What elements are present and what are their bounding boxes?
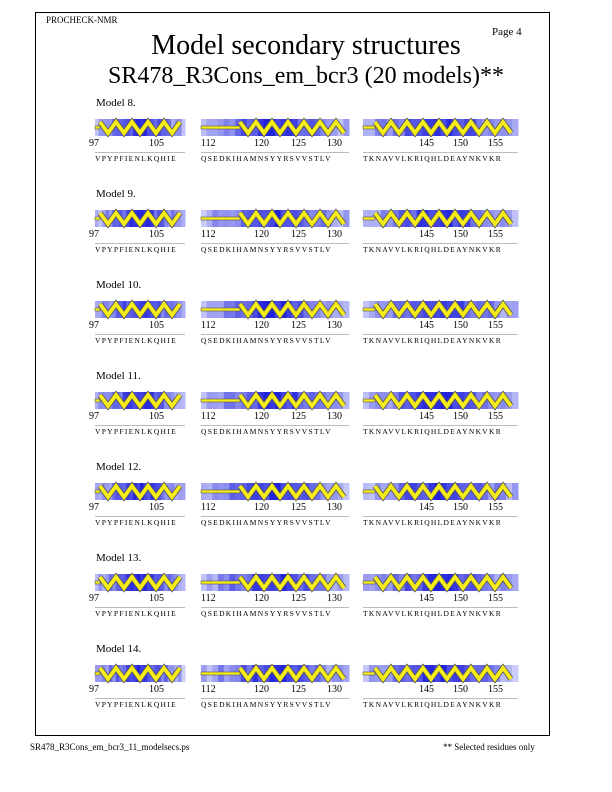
sequence-rule xyxy=(201,152,349,153)
residue-tick-label: 97 xyxy=(89,593,99,604)
coil-line xyxy=(363,308,375,311)
residue-sequence: QSEDKIHAMNSYYRSVVSTLV xyxy=(201,427,332,436)
residue-tick-label: 112 xyxy=(201,229,216,240)
residue-sequence: VPYPFIENLKQHIE xyxy=(95,427,177,436)
footer-filename: SR478_R3Cons_em_bcr3_11_modelsecs.ps xyxy=(30,742,190,752)
secondary-structure-strip xyxy=(95,210,185,227)
residue-tick-label: 145 xyxy=(419,593,434,604)
sequence-rule xyxy=(201,243,349,244)
residue-tick-label: 150 xyxy=(453,320,468,331)
residue-tick-label: 155 xyxy=(488,593,503,604)
residue-tick-label: 150 xyxy=(453,229,468,240)
residue-tick-label: 150 xyxy=(453,411,468,422)
sequence-rule xyxy=(95,152,185,153)
sequence-rule xyxy=(201,334,349,335)
residue-tick-label: 145 xyxy=(419,320,434,331)
residue-tick-label: 97 xyxy=(89,320,99,331)
model-label: Model 9. xyxy=(96,188,136,200)
secondary-structure-strip xyxy=(201,392,349,409)
residue-tick-label: 130 xyxy=(327,502,342,513)
sequence-rule xyxy=(95,607,185,608)
secondary-structure-strip xyxy=(201,210,349,227)
secondary-structure-strip xyxy=(363,665,518,682)
secondary-structure-strip xyxy=(201,301,349,318)
residue-sequence: QSEDKIHAMNSYYRSVVSTLV xyxy=(201,609,332,618)
shade-cell xyxy=(512,665,518,682)
sequence-rule xyxy=(363,516,518,517)
residue-sequence: VPYPFIENLKQHIE xyxy=(95,609,177,618)
residue-tick-label: 130 xyxy=(327,320,342,331)
coil-line xyxy=(363,490,375,493)
residue-tick-label: 130 xyxy=(327,138,342,149)
coil-line xyxy=(201,672,240,675)
model-label: Model 11. xyxy=(96,370,141,382)
residue-tick-label: 155 xyxy=(488,684,503,695)
shade-cell xyxy=(343,119,349,136)
shade-cell xyxy=(182,210,186,227)
residue-tick-label: 97 xyxy=(89,502,99,513)
sequence-rule xyxy=(201,425,349,426)
residue-tick-label: 112 xyxy=(201,593,216,604)
residue-tick-label: 130 xyxy=(327,411,342,422)
shade-cell xyxy=(182,119,186,136)
coil-line xyxy=(95,308,100,311)
residue-tick-label: 145 xyxy=(419,138,434,149)
residue-sequence: QSEDKIHAMNSYYRSVVSTLV xyxy=(201,154,332,163)
coil-line xyxy=(201,126,240,129)
residue-sequence: QSEDKIHAMNSYYRSVVSTLV xyxy=(201,518,332,527)
residue-tick-label: 155 xyxy=(488,138,503,149)
secondary-structure-strip xyxy=(363,392,518,409)
residue-tick-label: 105 xyxy=(149,411,164,422)
secondary-structure-strip xyxy=(201,665,349,682)
sequence-rule xyxy=(95,425,185,426)
residue-tick-label: 130 xyxy=(327,684,342,695)
secondary-structure-strip xyxy=(95,301,185,318)
coil-line xyxy=(201,308,240,311)
residue-tick-label: 155 xyxy=(488,320,503,331)
residue-tick-label: 125 xyxy=(291,229,306,240)
secondary-structure-strip xyxy=(95,483,185,500)
residue-tick-label: 112 xyxy=(201,320,216,331)
residue-sequence: VPYPFIENLKQHIE xyxy=(95,700,177,709)
residue-tick-label: 125 xyxy=(291,593,306,604)
residue-tick-label: 120 xyxy=(254,502,269,513)
shade-cell xyxy=(512,392,518,409)
residue-tick-label: 125 xyxy=(291,138,306,149)
coil-line xyxy=(201,490,240,493)
residue-tick-label: 120 xyxy=(254,684,269,695)
residue-tick-label: 112 xyxy=(201,411,216,422)
coil-line xyxy=(95,490,100,493)
sequence-rule xyxy=(95,243,185,244)
residue-tick-label: 105 xyxy=(149,684,164,695)
residue-tick-label: 130 xyxy=(327,593,342,604)
coil-line xyxy=(95,672,100,675)
coil-line xyxy=(95,217,100,220)
secondary-structure-strip xyxy=(201,483,349,500)
page-title: Model secondary structures xyxy=(151,30,461,61)
secondary-structure-strip xyxy=(95,392,185,409)
shade-cell xyxy=(512,483,518,500)
residue-sequence: VPYPFIENLKQHIE xyxy=(95,336,177,345)
coil-line xyxy=(95,399,100,402)
coil-line xyxy=(95,581,100,584)
residue-sequence: VPYPFIENLKQHIE xyxy=(95,518,177,527)
residue-tick-label: 145 xyxy=(419,411,434,422)
sequence-rule xyxy=(363,334,518,335)
coil-line xyxy=(363,672,375,675)
secondary-structure-strip xyxy=(95,574,185,591)
sequence-rule xyxy=(95,516,185,517)
secondary-structure-strip xyxy=(201,574,349,591)
coil-line xyxy=(201,399,240,402)
secondary-structure-strip xyxy=(363,301,518,318)
page-subtitle: SR478_R3Cons_em_bcr3 (20 models)** xyxy=(108,63,504,89)
residue-sequence: QSEDKIHAMNSYYRSVVSTLV xyxy=(201,700,332,709)
footer-note: ** Selected residues only xyxy=(443,742,535,752)
residue-tick-label: 150 xyxy=(453,684,468,695)
residue-tick-label: 97 xyxy=(89,229,99,240)
residue-tick-label: 150 xyxy=(453,502,468,513)
secondary-structure-strip xyxy=(95,119,185,136)
coil-line xyxy=(363,217,375,220)
shade-cell xyxy=(343,301,349,318)
program-name: PROCHECK-NMR xyxy=(46,15,118,25)
coil-line xyxy=(95,126,100,129)
shade-cell xyxy=(512,574,518,591)
residue-tick-label: 145 xyxy=(419,684,434,695)
residue-tick-label: 97 xyxy=(89,684,99,695)
residue-tick-label: 105 xyxy=(149,229,164,240)
residue-tick-label: 97 xyxy=(89,138,99,149)
residue-sequence: QSEDKIHAMNSYYRSVVSTLV xyxy=(201,336,332,345)
coil-line xyxy=(201,581,240,584)
coil-line xyxy=(363,126,375,129)
residue-tick-label: 150 xyxy=(453,593,468,604)
secondary-structure-strip xyxy=(363,210,518,227)
shade-cell xyxy=(343,210,349,227)
residue-tick-label: 145 xyxy=(419,502,434,513)
shade-cell xyxy=(182,483,186,500)
model-label: Model 14. xyxy=(96,643,142,655)
residue-tick-label: 120 xyxy=(254,320,269,331)
coil-line xyxy=(201,217,240,220)
residue-sequence: VPYPFIENLKQHIE xyxy=(95,154,177,163)
residue-sequence: QSEDKIHAMNSYYRSVVSTLV xyxy=(201,245,332,254)
secondary-structure-strip xyxy=(363,119,518,136)
residue-tick-label: 120 xyxy=(254,138,269,149)
residue-sequence: VPYPFIENLKQHIE xyxy=(95,245,177,254)
model-label: Model 8. xyxy=(96,97,136,109)
residue-sequence: TKNAVVLKRIQHLDEAYNKVKR xyxy=(363,245,503,254)
residue-tick-label: 105 xyxy=(149,502,164,513)
residue-tick-label: 155 xyxy=(488,229,503,240)
residue-tick-label: 120 xyxy=(254,229,269,240)
secondary-structure-strip xyxy=(363,574,518,591)
sequence-rule xyxy=(363,243,518,244)
secondary-structure-strip xyxy=(201,119,349,136)
shade-cell xyxy=(343,665,349,682)
shade-cell xyxy=(182,574,186,591)
sequence-rule xyxy=(95,698,185,699)
shade-cell xyxy=(182,665,186,682)
shade-cell xyxy=(343,392,349,409)
residue-tick-label: 105 xyxy=(149,593,164,604)
shade-cell xyxy=(182,301,186,318)
residue-tick-label: 112 xyxy=(201,138,216,149)
residue-sequence: TKNAVVLKRIQHLDEAYNKVKR xyxy=(363,154,503,163)
model-label: Model 12. xyxy=(96,461,142,473)
secondary-structure-strip xyxy=(95,665,185,682)
sequence-rule xyxy=(201,607,349,608)
residue-tick-label: 155 xyxy=(488,502,503,513)
sequence-rule xyxy=(201,698,349,699)
residue-tick-label: 145 xyxy=(419,229,434,240)
shade-cell xyxy=(512,210,518,227)
sequence-rule xyxy=(363,698,518,699)
residue-sequence: TKNAVVLKRIQHLDEAYNKVKR xyxy=(363,609,503,618)
residue-tick-label: 105 xyxy=(149,320,164,331)
residue-sequence: TKNAVVLKRIQHLDEAYNKVKR xyxy=(363,700,503,709)
residue-tick-label: 125 xyxy=(291,502,306,513)
residue-tick-label: 125 xyxy=(291,411,306,422)
residue-tick-label: 120 xyxy=(254,411,269,422)
shade-cell xyxy=(512,119,518,136)
residue-sequence: TKNAVVLKRIQHLDEAYNKVKR xyxy=(363,336,503,345)
sequence-rule xyxy=(363,152,518,153)
sequence-rule xyxy=(95,334,185,335)
shade-cell xyxy=(343,483,349,500)
shade-cell xyxy=(512,301,518,318)
secondary-structure-strip xyxy=(363,483,518,500)
model-label: Model 13. xyxy=(96,552,142,564)
residue-tick-label: 155 xyxy=(488,411,503,422)
shade-cell xyxy=(343,574,349,591)
residue-tick-label: 125 xyxy=(291,684,306,695)
residue-tick-label: 105 xyxy=(149,138,164,149)
residue-tick-label: 130 xyxy=(327,229,342,240)
residue-tick-label: 150 xyxy=(453,138,468,149)
sequence-rule xyxy=(201,516,349,517)
residue-tick-label: 112 xyxy=(201,502,216,513)
model-label: Model 10. xyxy=(96,279,142,291)
residue-sequence: TKNAVVLKRIQHLDEAYNKVKR xyxy=(363,427,503,436)
residue-tick-label: 125 xyxy=(291,320,306,331)
coil-line xyxy=(363,581,375,584)
shade-cell xyxy=(182,392,186,409)
residue-tick-label: 112 xyxy=(201,684,216,695)
residue-sequence: TKNAVVLKRIQHLDEAYNKVKR xyxy=(363,518,503,527)
coil-line xyxy=(363,399,375,402)
sequence-rule xyxy=(363,425,518,426)
sequence-rule xyxy=(363,607,518,608)
residue-tick-label: 120 xyxy=(254,593,269,604)
page-number: Page 4 xyxy=(492,26,522,38)
residue-tick-label: 97 xyxy=(89,411,99,422)
